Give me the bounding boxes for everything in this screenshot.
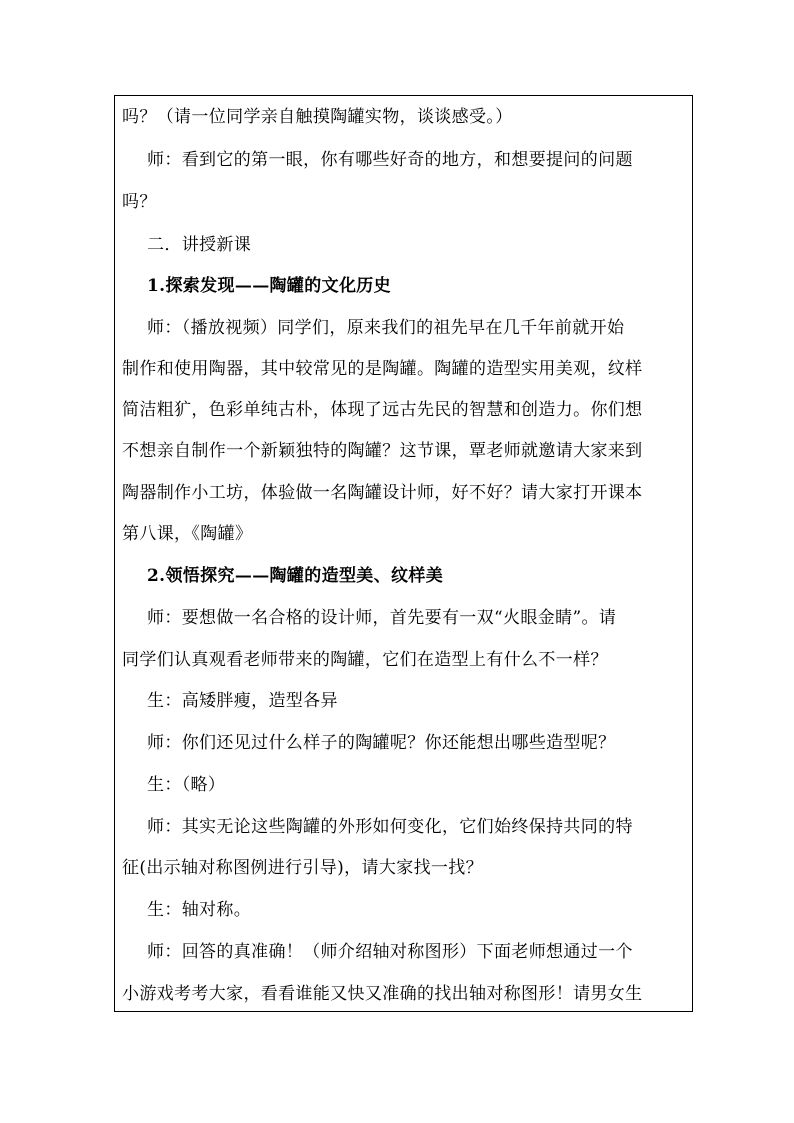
text-line: 不想亲自制作一个新颖独特的陶罐？这节课，覃老师就邀请大家来到 <box>122 441 643 461</box>
text-line: 师：其实无论这些陶罐的外形如何变化，它们始终保持共同的特 <box>147 817 633 837</box>
text-line: 生：（略） <box>147 775 226 795</box>
text-line: 陶器制作小工坊，体验做一名陶罐设计师，好不好？请大家打开课本 <box>122 483 643 503</box>
text-line: 师：看到它的第一眼，你有哪些好奇的地方，和想要提问的问题 <box>147 150 633 170</box>
text-line: 生：高矮胖瘦，造型各异 <box>147 691 338 711</box>
section-heading: 二．讲授新课 <box>147 235 252 255</box>
text-line: 制作和使用陶器，其中较常见的是陶罐。陶罐的造型实用美观，纹样 <box>122 359 643 379</box>
text-line: 师：回答的真准确！（师介绍轴对称图形）下面老师想通过一个 <box>147 942 633 962</box>
text-line: 吗？（请一位同学亲自触摸陶罐实物，谈谈感受。） <box>122 107 513 127</box>
text-line: 师：要想做一名合格的设计师，首先要有一双“火眼金睛”。请 <box>147 608 617 628</box>
text-line: 师：（播放视频）同学们，原来我们的祖先早在几千年前就开始 <box>147 318 625 338</box>
text-line: 小游戏考考大家，看看谁能又快又准确的找出轴对称图形！请男女生 <box>122 984 643 1004</box>
text-line: 简洁粗犷，色彩单纯古朴，体现了远古先民的智慧和创造力。你们想 <box>122 400 643 420</box>
subsection-heading: 1.探索发现——陶罐的文化历史 <box>147 276 391 296</box>
text-line: 师：你们还见过什么样子的陶罐呢？你还能想出哪些造型呢？ <box>147 733 616 753</box>
text-line: 生：轴对称。 <box>147 900 252 920</box>
text-line: 同学们认真观看老师带来的陶罐，它们在造型上有什么不一样？ <box>122 650 608 670</box>
text-line: 第八课，《陶罐》 <box>122 524 253 544</box>
subsection-heading: 2.领悟探究——陶罐的造型美、纹样美 <box>147 566 444 586</box>
text-line: 吗？ <box>122 192 157 212</box>
text-line: 征(出示轴对称图例进行引导)，请大家找一找？ <box>122 858 483 878</box>
